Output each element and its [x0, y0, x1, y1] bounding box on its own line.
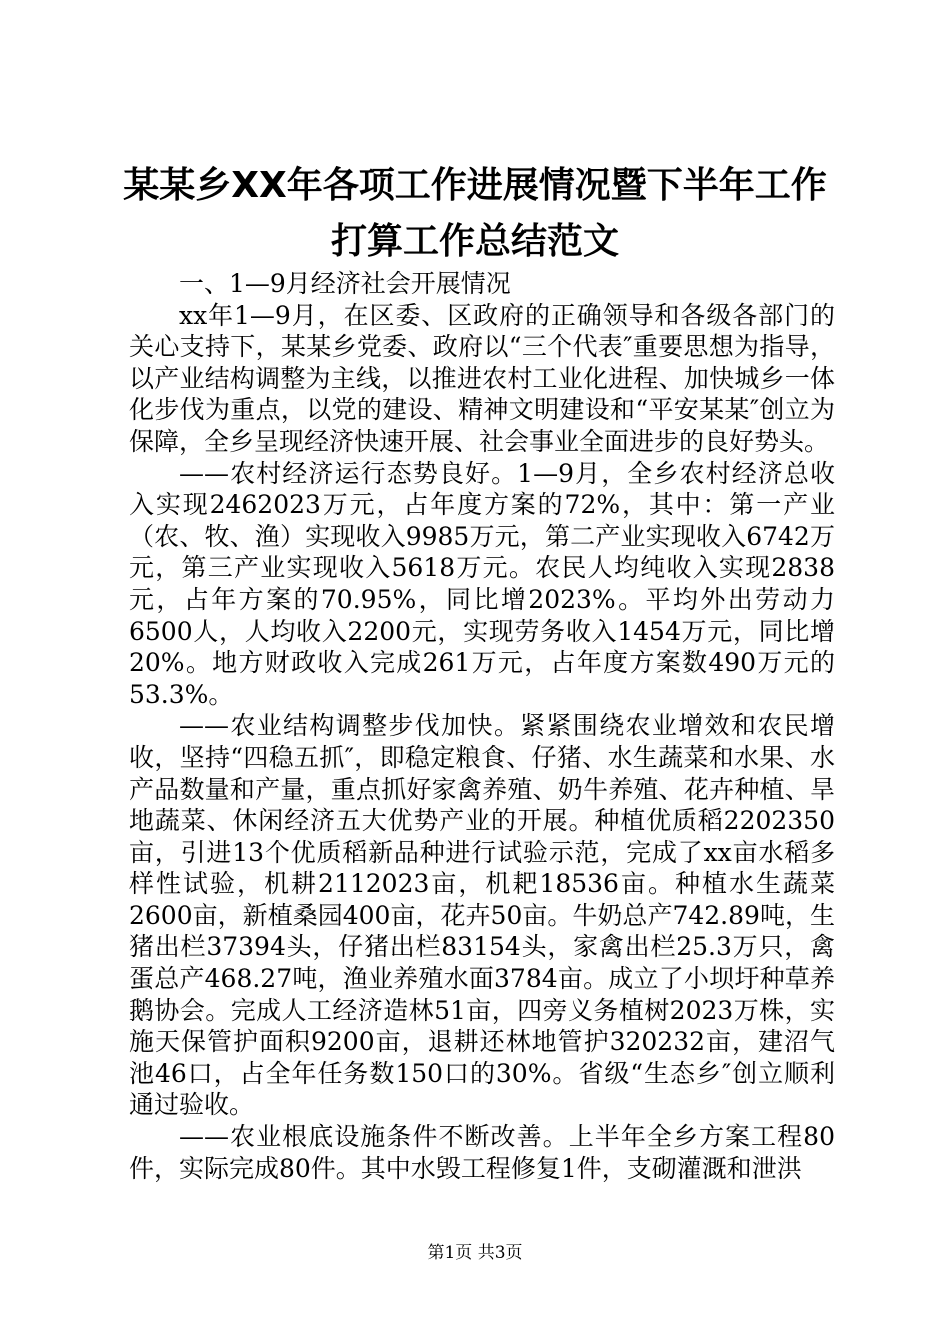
- paragraph: ——农业根底设施条件不断改善。上半年全乡方案工程80件，实际完成80件。其中水毁工程修复1件，支砌灌溉和泄洪: [129, 1122, 835, 1183]
- paragraph: xx年1—9月，在区委、区政府的正确领导和各级各部门的关心支持下，某某乡党委、政府以“三个代表″重要思想为指导，以产业结构调整为主线，以推进农村工业化进程、加快城乡一体化步伐为重点，以党的建设、精神文明建设和“平安某某″创立为保障，全乡呈现经济快速开展、社会事业全面进步的良好势头。: [129, 300, 835, 456]
- section-heading: 一、1—9月经济社会开展情况: [179, 269, 511, 298]
- document-title-line-2: 打算工作总结范文: [330, 221, 619, 262]
- page-number-footer: 第1页 共3页: [427, 1243, 523, 1263]
- document-title-line-1: 某某乡XX年各项工作进展情况暨下半年工作: [123, 165, 827, 206]
- paragraph: ——农村经济运行态势良好。1—9月，全乡农村经济总收入实现2462023万元，占年度方案的72%，其中：第一产业（农、牧、渔）实现收入9985万元，第二产业实现收入6742万元，第三产业实现收入5618万元。农民人均纯收入实现2838元，占年方案的70.95%，同比增2023%。平均外出劳动力6500人，人均收入2200元，实现劳务收入1454万元，同比增20%。地方财政收入完成261万元，占年度方案数490万元的53.3%。: [129, 458, 835, 709]
- document-body: [129, 268, 835, 1184]
- paragraph: ——农业结构调整步伐加快。紧紧围绕农业增效和农民增收，坚持“四稳五抓″，即稳定粮食、仔猪、水生蔬菜和水果、水产品数量和产量，重点抓好家禽养殖、奶牛养殖、花卉种植、旱地蔬菜、休闲经济五大优势产业的开展。种植优质稻2202350亩，引进13个优质稻新品种进行试验示范，完成了xx亩水稻多样性试验，机耕2112023亩，机耙18536亩。种植水生蔬菜2600亩，新植桑园400亩，花卉50亩。牛奶总产742.89吨，生猪出栏37394头，仔猪出栏83154头，家禽出栏25.3万只，禽蛋总产468.27吨，渔业养殖水面3784亩。成立了小坝圩种草养鹅协会。完成人工经济造林51亩，四旁义务植树2023万株，实施天保管护面积9200亩，退耕还林地管护320232亩，建沼气池46口，占全年任务数150口的30%。省级“生态乡″创立顺利通过验收。: [129, 711, 835, 1120]
